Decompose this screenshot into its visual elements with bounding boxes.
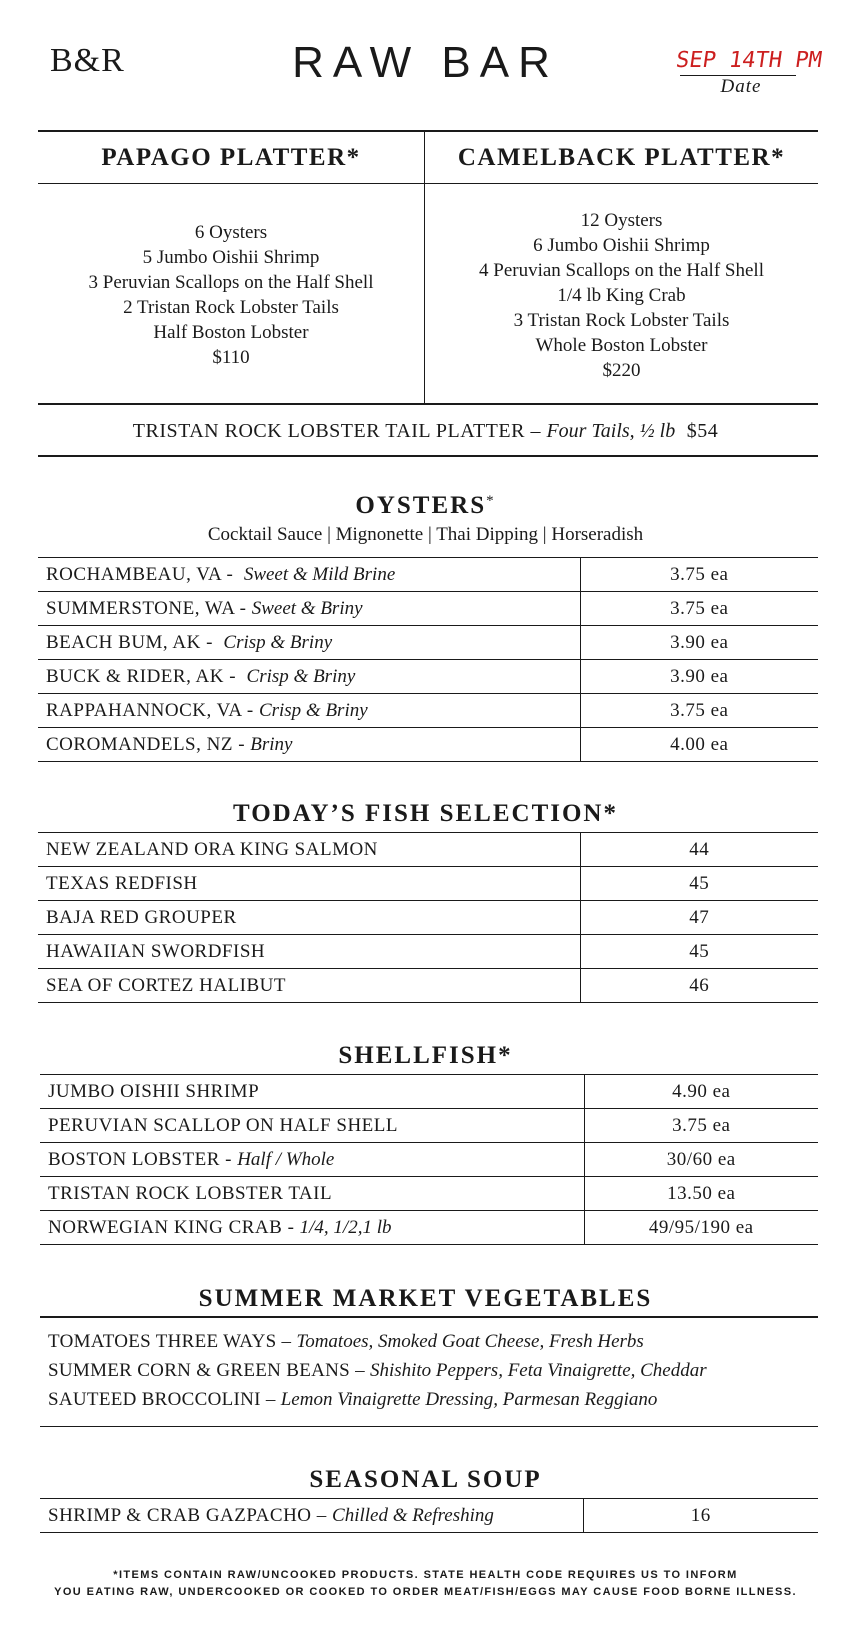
item-name: COROMANDELS, NZ -: [46, 733, 246, 755]
item-desc: Tomatoes, Smoked Goat Cheese, Fresh Herbs: [296, 1331, 644, 1352]
item-cell: [40, 1177, 584, 1211]
table-row: [38, 728, 818, 762]
platter-item: 1/4 lb King Crab: [557, 285, 686, 306]
item-cell: [40, 1109, 584, 1143]
item-name: ROCHAMBEAU, VA -: [46, 563, 234, 585]
item-cell: [40, 1499, 583, 1533]
item-price: 13.50 ea: [584, 1177, 818, 1211]
item-cell: [38, 592, 580, 626]
divider: [40, 1426, 818, 1427]
item-price: 45: [580, 935, 818, 969]
item-desc: Shishito Peppers, Feta Vinaigrette, Cheddar: [369, 1360, 707, 1381]
item-name: PERUVIAN SCALLOP ON HALF SHELL: [48, 1114, 398, 1136]
tristan-platter-name: TRISTAN ROCK LOBSTER TAIL PLATTER –: [132, 420, 541, 442]
item-cell: [38, 660, 580, 694]
item-name: BAJA RED GROUPER: [38, 901, 580, 935]
table-row: [38, 867, 818, 901]
table-row: [38, 969, 818, 1003]
item-cell: [40, 1211, 584, 1245]
table-row: [38, 935, 818, 969]
table-row: [38, 833, 818, 867]
date-label: Date: [720, 76, 762, 97]
section-title-vegetables: SUMMER MARKET VEGETABLES: [198, 1285, 653, 1312]
item-name: TRISTAN ROCK LOBSTER TAIL: [48, 1182, 333, 1204]
item-desc: Sweet & Briny: [251, 597, 363, 619]
platter-item: 6 Oysters: [194, 222, 268, 243]
platter-item: Half Boston Lobster: [153, 322, 309, 343]
item-name: SEA OF CORTEZ HALIBUT: [38, 969, 580, 1003]
page-title: RAW BAR: [292, 38, 559, 87]
item-desc: Sweet & Mild Brine: [243, 563, 396, 585]
item-price: 4.90 ea: [584, 1075, 818, 1109]
section-title-oysters: [0, 492, 851, 520]
item-name: SUMMER CORN & GREEN BEANS –: [48, 1360, 365, 1381]
platter-item: 3 Peruvian Scallops on the Half Shell: [88, 272, 374, 293]
disclaimer-line: YOU EATING RAW, UNDERCOOKED OR COOKED TO ORDER MEAT/FISH/EGGS MAY CAUSE FOOD BORNE ILLNESS.: [54, 1586, 797, 1598]
list-item: [48, 1356, 707, 1385]
item-name: TOMATOES THREE WAYS –: [48, 1331, 292, 1352]
item-price: 3.90 ea: [580, 660, 818, 694]
item-desc: Chilled & Refreshing: [332, 1504, 494, 1526]
item-cell: [38, 558, 580, 592]
item-price: 45: [580, 867, 818, 901]
platter-items: [38, 220, 424, 370]
divider: [40, 1316, 818, 1318]
fish-table: [38, 832, 818, 1003]
item-price: 47: [580, 901, 818, 935]
item-name: SAUTEED BROCCOLINI –: [48, 1389, 276, 1410]
platter-item: 12 Oysters: [580, 210, 663, 231]
vegetable-list: [48, 1327, 707, 1414]
item-cell: [38, 626, 580, 660]
table-row: [38, 901, 818, 935]
disclaimer-line: *ITEMS CONTAIN RAW/UNCOOKED PRODUCTS. STATE HEALTH CODE REQUIRES US TO INFORM: [113, 1569, 738, 1581]
item-price: 3.75 ea: [580, 558, 818, 592]
platter-item: 6 Jumbo Oishii Shrimp: [533, 235, 710, 256]
item-name: JUMBO OISHII SHRIMP: [48, 1080, 260, 1102]
item-name: HAWAIIAN SWORDFISH: [38, 935, 580, 969]
item-price: 30/60 ea: [584, 1143, 818, 1177]
table-row: [40, 1177, 818, 1211]
divider: [38, 455, 818, 457]
item-name: BUCK & RIDER, AK -: [46, 665, 237, 687]
platter-item: 2 Tristan Rock Lobster Tails: [123, 297, 339, 318]
divider: [38, 403, 818, 405]
section-title-soup: SEASONAL SOUP: [309, 1466, 542, 1493]
table-row: [40, 1211, 818, 1245]
item-desc: Half / Whole: [237, 1148, 335, 1170]
platter-item: Whole Boston Lobster: [535, 335, 708, 356]
platter-item: 3 Tristan Rock Lobster Tails: [513, 310, 730, 331]
item-price: 3.90 ea: [580, 626, 818, 660]
item-name: SHRIMP & CRAB GAZPACHO –: [48, 1504, 327, 1526]
table-row: [40, 1143, 818, 1177]
section-title-shellfish: SHELLFISH*: [338, 1042, 513, 1069]
divider: [38, 130, 818, 132]
tristan-platter-desc: Four Tails, ½ lb: [546, 420, 676, 442]
item-name: TEXAS REDFISH: [38, 867, 580, 901]
platter-item: 5 Jumbo Oishii Shrimp: [142, 247, 320, 268]
table-row: [40, 1109, 818, 1143]
oysters-asterisk: *: [486, 493, 496, 509]
tristan-platter: [0, 420, 851, 443]
platter-price: $220: [602, 360, 641, 381]
list-item: [48, 1327, 707, 1356]
item-desc: Briny: [250, 733, 293, 755]
divider: [38, 183, 818, 184]
item-name: SUMMERSTONE, WA -: [46, 597, 247, 619]
table-row: [38, 626, 818, 660]
item-price: 16: [583, 1499, 818, 1533]
platter-items: [425, 208, 818, 383]
platter-name: PAPAGO PLATTER*: [101, 144, 361, 171]
item-name: RAPPAHANNOCK, VA -: [46, 699, 254, 721]
table-row: [40, 1499, 818, 1533]
date-handwritten: SEP 14TH PM: [674, 48, 824, 73]
item-name: NORWEGIAN KING CRAB -: [48, 1216, 295, 1238]
table-row: [40, 1075, 818, 1109]
item-price: 3.75 ea: [580, 592, 818, 626]
item-cell: [40, 1143, 584, 1177]
oysters-table: [38, 557, 818, 762]
table-row: [38, 660, 818, 694]
item-desc: 1/4, 1/2,1 lb: [299, 1216, 392, 1238]
item-desc: Crisp & Briny: [258, 699, 368, 721]
item-desc: Lemon Vinaigrette Dressing, Parmesan Reggiano: [280, 1389, 658, 1410]
item-name: BOSTON LOBSTER -: [48, 1148, 232, 1170]
oyster-sauces: Cocktail Sauce | Mignonette | Thai Dipping | Horseradish: [207, 524, 644, 545]
item-desc: Crisp & Briny: [223, 631, 333, 653]
item-price: 46: [580, 969, 818, 1003]
item-name: BEACH BUM, AK -: [46, 631, 213, 653]
item-price: 4.00 ea: [580, 728, 818, 762]
table-row: [38, 694, 818, 728]
table-row: [38, 592, 818, 626]
item-price: 49/95/190 ea: [584, 1211, 818, 1245]
shellfish-table: [40, 1074, 818, 1245]
tristan-platter-price: $54: [686, 420, 719, 442]
item-cell: [38, 728, 580, 762]
platter-name: CAMELBACK PLATTER*: [457, 144, 786, 171]
item-price: 44: [580, 833, 818, 867]
item-cell: [38, 694, 580, 728]
item-desc: Crisp & Briny: [246, 665, 356, 687]
soup-table: [40, 1498, 818, 1533]
item-price: 3.75 ea: [584, 1109, 818, 1143]
oysters-title: OYSTERS: [355, 492, 487, 519]
item-cell: [40, 1075, 584, 1109]
health-disclaimer: [0, 1567, 851, 1601]
list-item: [48, 1385, 707, 1414]
table-row: [38, 558, 818, 592]
platter-price: $110: [212, 347, 250, 368]
date-block: [674, 48, 824, 98]
item-price: 3.75 ea: [580, 694, 818, 728]
platter-item: 4 Peruvian Scallops on the Half Shell: [479, 260, 764, 281]
item-name: NEW ZEALAND ORA KING SALMON: [38, 833, 580, 867]
section-title-fish: TODAY’S FISH SELECTION*: [232, 800, 618, 827]
logo: B&R: [50, 42, 125, 79]
